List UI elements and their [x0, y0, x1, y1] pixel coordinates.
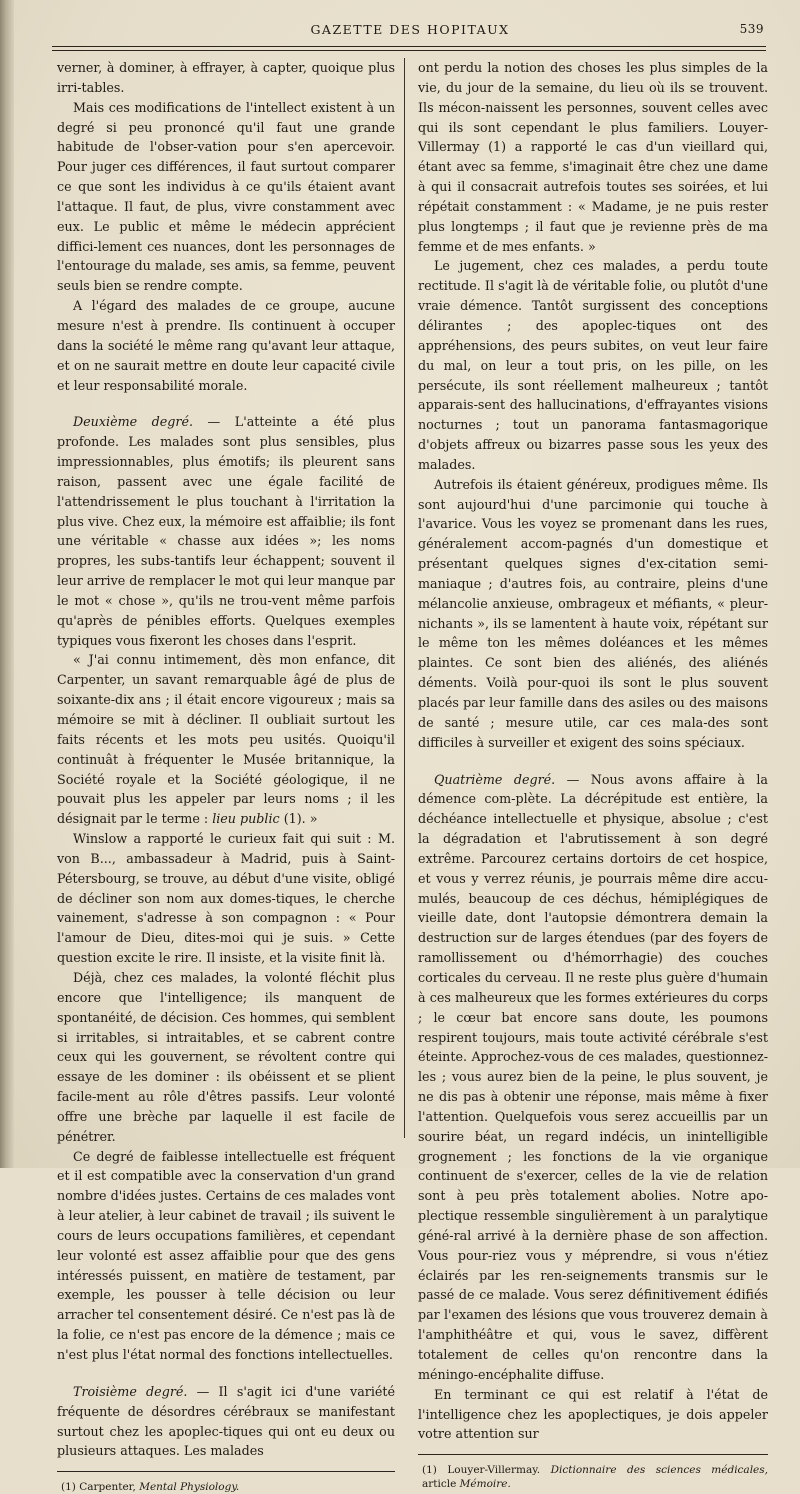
footnote-rule: [57, 1471, 395, 1472]
section-heading: Troisième degré.: [73, 1383, 188, 1399]
footnote-text: (1) Louyer-Villermay.: [422, 1464, 551, 1477]
paragraph-text: « J'ai connu intimement, dès mon enfance, dit Carpenter, un savant remarquable âgé de plus de soixante-dix ans ; il était encore vigoureux ; mais sa mémoire se mit à décliner. Il oubliait surtout les faits récents et les mots peu usités. Quoiqu'il continuât à fréquenter le Musée britannique, la Société royale et la Société géologique, il ne pouvait plus les appeler par leurs noms ; il les désignait par le terme :: [57, 652, 395, 827]
section-heading: Deuxième degré.: [73, 414, 194, 430]
paragraph: Winslow a rapporté le curieux fait qui suit : M. von B..., ambassadeur à Madrid, puis à Saint-Pétersbourg, se trouve, au début d'une visite, obligé de décliner son nom aux domes-tiques, le cherche vainement, s'adresse à son compagnon : « Pour l'amour de Dieu, dites-moi qui je suis. » Cette question excite le rire. Il insiste, et la visite finit là.: [57, 831, 395, 966]
book-spine-shadow: [0, 0, 14, 1168]
left-column: [57, 58, 395, 1494]
footnote-title: Mémoire.: [459, 1478, 511, 1491]
footnote-rule: [418, 1454, 768, 1455]
footnote-title: Mental Physiology.: [139, 1481, 240, 1494]
paragraph: Déjà, chez ces malades, la volonté fléchit plus encore que l'intelligence; ils manquent de spontanéité, de décision. Ces hommes, qui semblent si irritables, si intraitables, et se cabrent contre ceux qui les gouvernent, se révoltent contre qui essaye de les dominer : ils obéissent et se plient facile-ment au rôle d'êtres passifs. Leur volonté offre une brèche par laquelle il est facile de pénétrer.: [57, 969, 395, 1144]
paragraph: Mais ces modifications de l'intellect existent à un degré si peu prononcé qu'il faut une grande habitude de l'obser-vation pour s'en apercevoir. Pour juger ces différences, il faut surtout comparer ce que sont les individus à ce qu'ils étaient avant l'attaque. Il faut, de plus, vivre constamment avec eux. Le public et même le médecin apprécient diffici-lement ces nuances, dont les personnages de l'entourage du malade, ses amis, sa femme, peuvent seuls bien se rendre compte.: [57, 99, 395, 294]
footnote-text: article: [422, 1478, 460, 1491]
paragraph: A l'égard des malades de ce groupe, aucune mesure n'est à prendre. Ils continuent à occuper dans la société le même rang qu'avant leur attaque, et on ne saurait mettre en doute leur capacité civile et leur responsabilité morale.: [57, 298, 395, 393]
italic-term: lieu public: [212, 811, 280, 827]
section-paragraph: [57, 1382, 395, 1461]
header-rule: [52, 46, 766, 47]
paragraph: Ce degré de faiblesse intellectuelle est fréquent et il est compatible avec la conservation d'un grand nombre d'idées justes. Certains de ces malades vont à leur atelier, à leur cabinet de travail ; ils suivent le cours de leurs occupations familières, et cependant leur volonté est assez affaiblie pour que des gens intéressés puissent, en matière de testament, par exemple, les pousser à telle décision ou leur arracher tel consentement désiré. Ce n'est pas là de la folie, ce n'est pas encore de la démence ; mais ce n'est plus l'état normal des fonctions intellectuelles.: [57, 1148, 395, 1362]
running-header: [50, 22, 770, 42]
page-number: 539: [739, 22, 764, 36]
section-paragraph: [57, 412, 395, 650]
quote-paragraph: [57, 650, 395, 829]
section-heading: Quatrième degré.: [434, 771, 556, 787]
paragraph: ont perdu la notion des choses les plus simples de la vie, du jour de la semaine, du lieu où ils se trouvent. Ils mécon-naissent les personnes, souvent celles avec qui ils sont cependant le plus familiers. Louyer-Villermay (1) a rapporté le cas d'un vieillard qui, étant avec sa femme, s'imaginait être chez une dame à qui il consacrait autrefois toutes ses soirées, et lui répétait constamment : « Madame, je ne puis rester plus longtemps ; il faut que je revienne près de ma femme et de mes enfants. »: [418, 60, 768, 254]
footnote: [418, 1463, 768, 1491]
paragraph-text: — Nous avons affaire à la démence com-plète. La décrépitude est entière, la déchéance intellectuelle et physique, absolue ; c'est la dégradation et l'abrutissement à son degré extrême. Parcourez certains dortoirs de cet hospice, et vous y verrez réunis, je pourrais même dire accu-mulés, beaucoup de ces déchus, hémiplégiques de vieille date, dont l'autopsie démontrera demain la destruction sur de larges étendues (par des foyers de ramollissement ou d'hémorrhagie) des couches corticales du cerveau. Il ne reste plus guère d'humain à ces malheureux que les formes extérieures du corps ; le cœur bat encore sans doute, les poumons respirent toujours, mais toute activité cérébrale s'est éteinte. Approchez-vous de ces malades, questionnez-les ; vous aurez bien de la peine, le plus souvent, je ne dis pas à obtenir une réponse, mais même à fixer l'attention. Quelquefois vous serez accueillis par un sourire béat, un regard indécis, un inintelligible grognement ; les fonctions de la vie organique continuent de s'exercer, celles de la vie de relation sont à peu près totalement abolies. Notre apo-plectique ressemble singulièrement à un paralytique géné-ral arrivé à la dernière phase de son affection. Vous pour-riez vous y méprendre, si vous n'étiez éclairés par les ren-seignements transmis sur le passé de ce malade. Vous serez définitivement édifiés par l'examen des lésions que vous trouverez demain à l'amphithéâtre et qui, vous le savez, diffèrent totalement de celles qu'on rencontre dans la méningo-encéphalite diffuse.: [418, 771, 768, 1382]
footnote-title: Dictionnaire des sciences médicales,: [550, 1464, 768, 1477]
column-divider: [404, 58, 405, 1138]
footnote: [57, 1480, 395, 1494]
paragraph: verner, à dominer, à effrayer, à capter, quoique plus irri-tables.: [57, 60, 395, 95]
paragraph: Le jugement, chez ces malades, a perdu toute rectitude. Il s'agit là de véritable folie, ou plutôt d'une vraie démence. Tantôt surgissent des conceptions délirantes ; des apoplec-tiques ont des appréhensions, des peurs subites, on veut leur faire du mal, on leur a tout pris, on les pille, on les persécute, ils sont réellement malheureux ; tantôt apparais-sent des hallucinations, d'effrayantes visions nocturnes ; tout un panorama fantasmagorique d'objets affreux ou bizarres passe sous les yeux des malades.: [418, 258, 768, 472]
header-rule-thin: [52, 50, 766, 51]
right-column: [418, 58, 768, 1491]
paragraph: En terminant ce qui est relatif à l'état de l'intelligence chez les apoplectiques, je dois appeler votre attention sur: [418, 1386, 768, 1442]
paragraph-text: — L'atteinte a été plus profonde. Les malades sont plus sensibles, plus impressionnables, plus émotifs; ils pleurent sans raison, passent avec une égale facilité de l'attendrissement le plus touchant à l'irritation la plus vive. Chez eux, la mémoire est affaiblie; ils font une véritable « chasse aux idées »; les noms propres, les subs-tantifs leur échappent; souvent il leur arrive de remplacer le mot qui leur manque par le mot « chose », qu'ils ne trou-vent même parfois qu'après de pénibles efforts. Quelques exemples typiques vous fixeront les choses dans l'esprit.: [57, 414, 395, 648]
journal-title: GAZETTE DES HOPITAUX: [310, 22, 510, 37]
footnote-ref: (1). »: [279, 811, 318, 827]
paragraph: Autrefois ils étaient généreux, prodigues même. Ils sont aujourd'hui d'une parcimonie qui touche à l'avarice. Vous les voyez se promenant dans les rues, généralement accom-pagnés d'un domestique et présentant quelques signes d'ex-citation semi-maniaque ; d'autres fois, au contraire, pleins d'une mélancolie anxieuse, ombrageux et méfiants, « pleur-nichants », ils se lamentent à haute voix, répétant sur le même ton les mêmes doléances et les mêmes plaintes. Ce sont bien des aliénés, des aliénés déments. Voilà pour-quoi ils sont le plus souvent placés par leur famille dans des asiles ou des maisons de santé ; mesure utile, car ces mala-des sont difficiles à surveiller et exigent des soins spéciaux.: [418, 476, 768, 750]
section-paragraph: [418, 770, 768, 1385]
footnote-text: (1) Carpenter,: [61, 1481, 140, 1494]
paragraph-text: — Il s'agit ici d'une variété fréquente de désordres cérébraux se manifestant surtout chez les apoplec-tiques qui ont eu deux ou plusieurs attaques. Les malades: [57, 1383, 395, 1459]
